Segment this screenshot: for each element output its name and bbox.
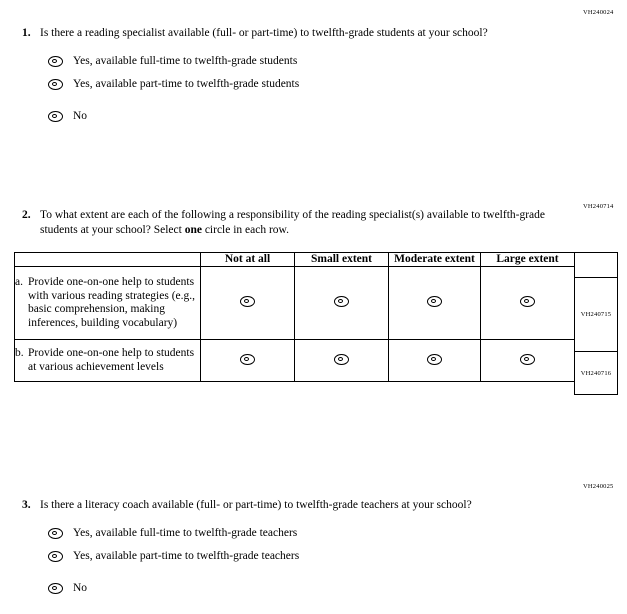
row-a-small-extent[interactable] <box>295 267 389 340</box>
question-1-number: 1. <box>22 27 31 39</box>
radio-circle-icon[interactable] <box>520 354 535 365</box>
header-small-extent: Small extent <box>295 253 389 267</box>
radio-circle-icon[interactable] <box>240 296 255 307</box>
row-a-label-cell <box>15 267 201 340</box>
row-b-moderate-extent[interactable] <box>389 340 481 382</box>
table-row <box>15 340 575 382</box>
header-blank <box>15 253 201 267</box>
question-1-text: Is there a reading specialist available (full- or part-time) to twelfth-grade students at your school? <box>40 27 488 39</box>
question-3-text: Is there a literacy coach available (full- or part-time) to twelfth-grade teachers at your school? <box>40 499 472 511</box>
question-2 <box>22 208 560 238</box>
row-b-label: Provide one-on-one help to students at various achievement levels <box>28 347 195 373</box>
radio-circle-icon[interactable] <box>240 354 255 365</box>
row-b-not-at-all[interactable] <box>201 340 295 382</box>
radio-circle-icon[interactable] <box>48 56 63 67</box>
row-a-label: Provide one-on-one help to students with various reading strategies (e.g., basic comprehension, making inferences, building vocabulary) <box>28 276 196 329</box>
item-code-row-a: VH240715 <box>580 311 612 318</box>
question-2-text-emphasis: one <box>184 224 202 236</box>
header-moderate-extent: Moderate extent <box>389 253 481 267</box>
code-cell-row-b <box>574 351 618 395</box>
radio-circle-icon[interactable] <box>334 296 349 307</box>
question-2-text-part1: To what extent are each of the following a responsibility of the reading specialist(s) available to twelfth-grade students at your school? Select <box>40 209 546 236</box>
radio-circle-icon[interactable] <box>427 354 442 365</box>
question-1-options <box>48 50 488 128</box>
question-3-number: 3. <box>22 499 31 511</box>
row-a-not-at-all[interactable] <box>201 267 295 340</box>
row-b-small-extent[interactable] <box>295 340 389 382</box>
row-b-letter: b. <box>15 347 24 359</box>
question-2-number: 2. <box>22 209 31 221</box>
question-2-text <box>40 208 560 238</box>
response-matrix-table <box>14 252 575 382</box>
option-label: Yes, available full-time to twelfth-grade teachers <box>73 527 298 539</box>
option-q3-no[interactable] <box>48 577 472 600</box>
question-2-text-part2: circle in each row. <box>201 224 289 236</box>
item-code-q1: VH240024 <box>583 9 614 16</box>
code-cell-row-a <box>574 277 618 352</box>
table-header-row <box>15 253 575 267</box>
option-label: No <box>73 582 88 594</box>
question-3 <box>22 498 472 600</box>
radio-circle-icon[interactable] <box>520 296 535 307</box>
option-label: Yes, available full-time to twelfth-grade students <box>73 55 298 67</box>
item-code-row-b: VH240716 <box>580 369 612 377</box>
option-q1-no[interactable] <box>48 105 488 128</box>
table-row <box>15 267 575 340</box>
item-code-q3: VH240025 <box>583 483 614 490</box>
option-label: Yes, available part-time to twelfth-grade students <box>73 78 300 90</box>
row-b-label-cell <box>15 340 201 382</box>
radio-circle-icon[interactable] <box>48 111 63 122</box>
row-b-large-extent[interactable] <box>481 340 575 382</box>
radio-circle-icon[interactable] <box>48 583 63 594</box>
radio-circle-icon[interactable] <box>427 296 442 307</box>
question-1 <box>22 26 488 128</box>
radio-circle-icon[interactable] <box>48 551 63 562</box>
option-label: Yes, available part-time to twelfth-grade teachers <box>73 550 300 562</box>
item-code-q2: VH240714 <box>583 203 614 210</box>
row-a-letter: a. <box>15 276 23 288</box>
row-a-large-extent[interactable] <box>481 267 575 340</box>
code-header-cell <box>574 252 618 278</box>
header-not-at-all: Not at all <box>201 253 295 267</box>
option-q3-part-time[interactable] <box>48 545 472 568</box>
option-label: No <box>73 110 88 122</box>
radio-circle-icon[interactable] <box>334 354 349 365</box>
question-3-options <box>48 522 472 600</box>
option-q1-full-time[interactable] <box>48 50 488 73</box>
radio-circle-icon[interactable] <box>48 528 63 539</box>
row-a-moderate-extent[interactable] <box>389 267 481 340</box>
option-q1-part-time[interactable] <box>48 73 488 96</box>
header-large-extent: Large extent <box>481 253 575 267</box>
option-q3-full-time[interactable] <box>48 522 472 545</box>
radio-circle-icon[interactable] <box>48 79 63 90</box>
